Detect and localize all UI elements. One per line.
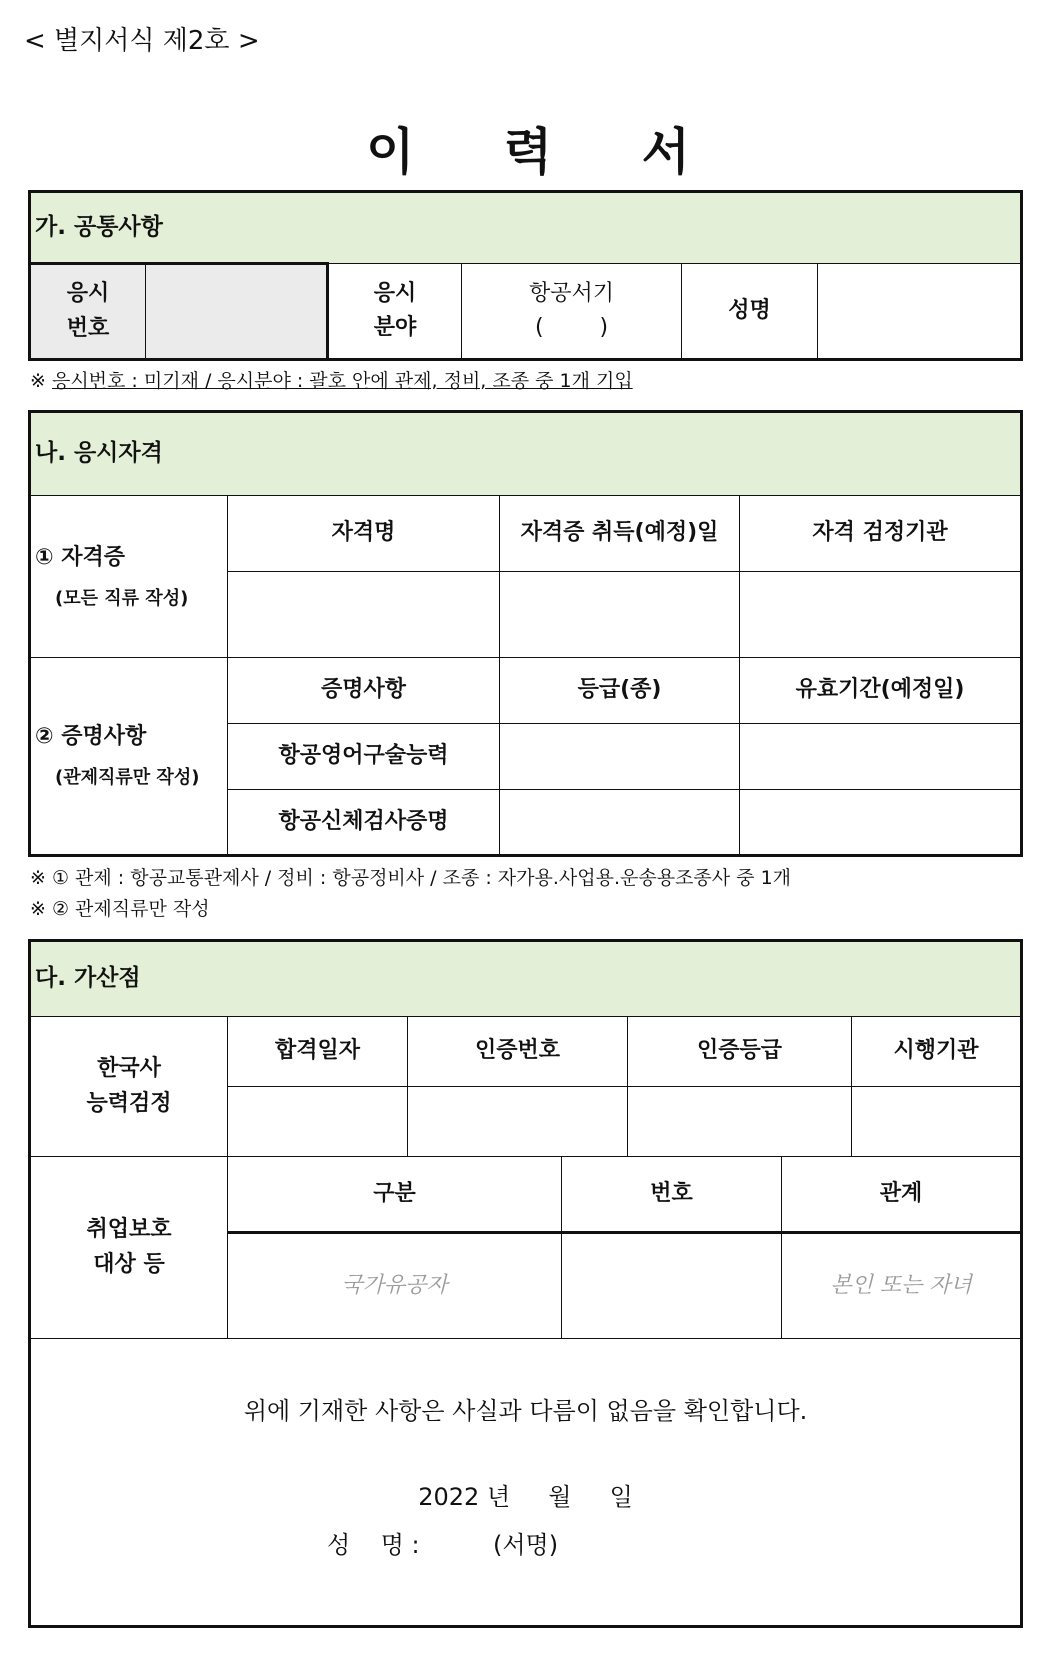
medical-grade-field[interactable] [500,790,740,856]
history-date-field[interactable] [228,1087,408,1157]
exam-field-value[interactable]: 항공서기 ( ) [462,264,682,360]
history-col-org: 시행기관 [852,1017,1022,1087]
signature-label: 성 명 : [327,1531,420,1559]
proof-col-validity: 유효기간(예정일) [740,658,1022,724]
license-name-field[interactable] [228,572,500,658]
history-number-field[interactable] [408,1087,628,1157]
license-col-name: 자격명 [228,496,500,572]
employment-col-relation: 관계 [782,1157,1022,1233]
employment-relation-field[interactable]: 본인 또는 자녀 [782,1233,1022,1339]
license-col-org: 자격 검정기관 [740,496,1022,572]
medical-validity-field[interactable] [740,790,1022,856]
korean-history-label: 한국사 능력검정 [30,1017,228,1157]
english-grade-field[interactable] [500,724,740,790]
proof-row-english: 항공영어구술능력 [228,724,500,790]
section-a-note: ※ 응시번호 : 미기재 / 응시분야 : 괄호 안에 관제, 정비, 조종 중 1개 기입 [30,370,633,392]
license-date-field[interactable] [500,572,740,658]
section-qualification-table [28,410,1023,857]
history-grade-field[interactable] [628,1087,852,1157]
employment-type-field[interactable]: 국가유공자 [228,1233,562,1339]
proof-col-item: 증명사항 [228,658,500,724]
section-bonus-table [28,939,1023,1628]
history-col-date: 합격일자 [228,1017,408,1087]
confirmation-box [30,1339,1022,1627]
title-char: 력 [503,123,553,181]
name-field[interactable] [818,264,1022,360]
exam-field-label: 응시 분야 [328,264,462,360]
english-validity-field[interactable] [740,724,1022,790]
employment-protection-label: 취업보호 대상 등 [30,1157,228,1339]
history-col-number: 인증번호 [408,1017,628,1087]
section-b-note-1: ※ ① 관제 : 항공교통관제사 / 정비 : 항공정비사 / 조종 : 자가용.사업용.운송용조종사 중 1개 [30,867,792,889]
confirmation-date: 2022 년 월 일 [418,1483,633,1511]
signature-field[interactable]: (서명) [493,1531,559,1559]
document-title [0,112,1056,184]
employment-col-type: 구분 [228,1157,562,1233]
form-number-label: < 별지서식 제2호 > [24,26,260,56]
proof-col-grade: 등급(종) [500,658,740,724]
section-b-header: 나. 응시자격 [30,412,1022,496]
employment-col-number: 번호 [562,1157,782,1233]
history-org-field[interactable] [852,1087,1022,1157]
title-char: 이 [366,123,415,181]
section-a-header: 가. 공통사항 [30,192,1022,264]
license-col-date: 자격증 취득(예정)일 [500,496,740,572]
title-char: 서 [641,123,690,181]
section-b-note-2: ※ ② 관제직류만 작성 [30,898,210,920]
proof-row-medical: 항공신체검사증명 [228,790,500,856]
license-org-field[interactable] [740,572,1022,658]
employment-number-field[interactable] [562,1233,782,1339]
section-common-table [28,190,1023,361]
license-label: ① 자격증 (모든 직류 작성) [30,496,228,658]
history-col-grade: 인증등급 [628,1017,852,1087]
proof-label: ② 증명사항 (관제직류만 작성) [30,658,228,856]
confirmation-statement: 위에 기재한 사항은 사실과 다름이 없음을 확인합니다. [243,1397,808,1425]
exam-number-label: 응시 번호 [30,264,146,360]
exam-number-field[interactable] [146,264,328,360]
name-label: 성명 [682,264,818,360]
section-c-header: 다. 가산점 [30,941,1022,1017]
